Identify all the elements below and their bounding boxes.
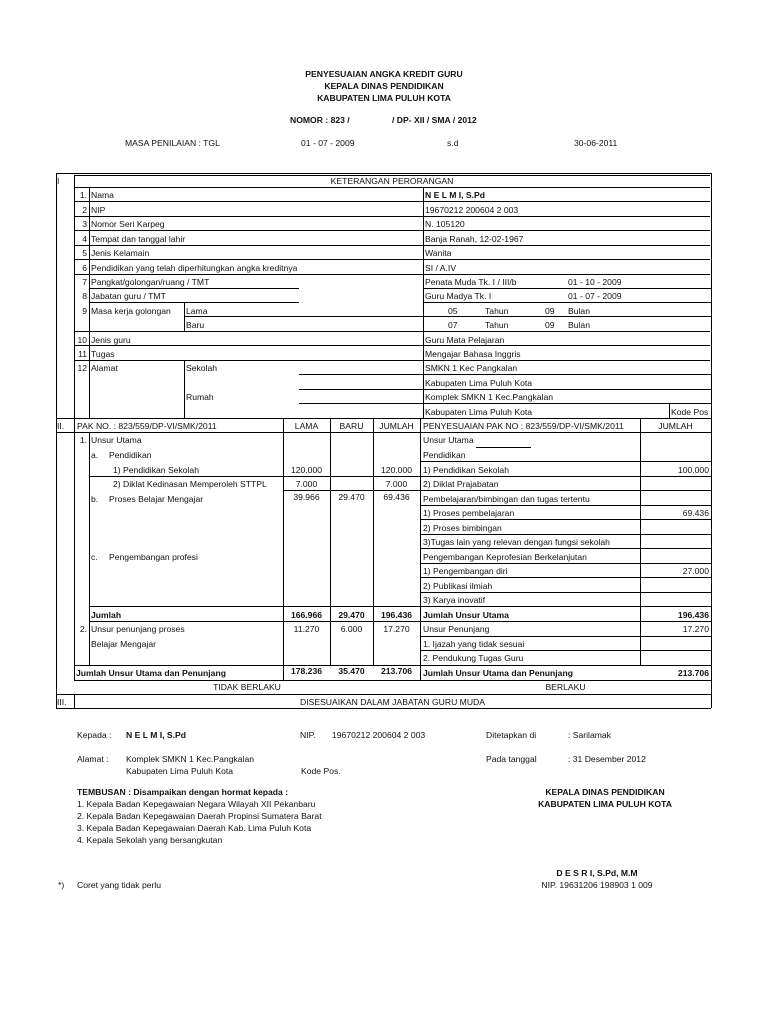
nip-value: 19670212 200604 2 003 <box>332 730 426 740</box>
bulan-label: Bulan <box>568 320 590 330</box>
doc-title-line1: PENYESUAIAN ANGKA KREDIT GURU <box>305 69 463 79</box>
kepala-line2: KABUPATEN LIMA PULUH KOTA <box>538 799 672 809</box>
row-value: N E L M I, S.Pd <box>425 190 486 200</box>
right-row: Jumlah Unsur Utama dan Penunjang <box>423 668 573 678</box>
jumlah-baru: 29.470 <box>338 610 365 620</box>
pak-label: PAK NO. : 823/559/DP-VI/SMK/2011 <box>77 421 217 431</box>
tembusan-item: 1. Kepala Badan Kepegawaian Negara Wilayah XII Pekanbaru <box>77 799 316 809</box>
right-row: 3) Karya inovatif <box>423 595 486 605</box>
masa-label: MASA PENILAIAN : TGL <box>125 138 220 148</box>
row-label: Jenis Kelamain <box>91 248 150 258</box>
row-label: Pangkat/golongan/ruang / TMT <box>91 277 210 287</box>
tugas-label: Tugas <box>91 349 115 359</box>
nip-label: NIP. <box>300 730 316 740</box>
item-letter: a. <box>91 450 99 460</box>
section1-title: KETERANGAN PERORANGAN <box>330 176 454 186</box>
right-row: 1) Pendidikan Sekolah <box>423 465 509 475</box>
nomor-label: NOMOR : 823 / <box>290 115 350 125</box>
section3-text: DISESUAIKAN DALAM JABATAN GURU MUDA <box>300 697 485 707</box>
pada-label: Pada tanggal <box>486 754 537 764</box>
row-no: 9 <box>82 306 87 316</box>
rumah-label: Rumah <box>186 392 214 402</box>
tembusan-item: 2. Kepala Badan Kepegawaian Daerah Propinsi Sumatera Barat <box>77 811 322 821</box>
right-row: Jumlah Unsur Utama <box>423 610 509 620</box>
section1-roman: I <box>57 176 60 186</box>
row-no: 6 <box>82 263 87 273</box>
tugas-value: Mengajar Bahasa Inggris <box>425 349 521 359</box>
right-row: 2) Diklat Prajabatan <box>423 479 499 489</box>
right-row-value: 69.436 <box>682 508 709 518</box>
row-label: NIP <box>91 205 106 215</box>
col-baru: BARU <box>339 421 364 431</box>
tembusan-item: 4. Kepala Sekolah yang bersangkutan <box>77 835 223 845</box>
row-label: Nama <box>91 190 114 200</box>
total-baru: 35.470 <box>338 666 365 676</box>
unsur-utama-label: Unsur Utama <box>91 435 142 445</box>
total-label: Jumlah Unsur Utama dan Penunjang <box>76 668 226 678</box>
tidak-berlaku: TIDAK BERLAKU <box>213 682 281 692</box>
col-lama: LAMA <box>294 421 319 431</box>
jumlah-lama: 166.966 <box>290 610 323 620</box>
item-no: 1. <box>79 435 87 445</box>
right-row-value: 27.000 <box>682 566 709 576</box>
penunjang-jumlah: 17.270 <box>383 624 410 634</box>
berlaku: BERLAKU <box>545 682 586 692</box>
row-value: Wanita <box>425 248 452 258</box>
row-no: 8 <box>82 291 87 301</box>
tembusan-title: TEMBUSAN : Disampaikan dengan hormat kepada : <box>77 787 289 797</box>
masa-to: 30-06-2011 <box>574 138 618 148</box>
alamat-label: Alamat <box>91 363 118 373</box>
row-date: 01 - 10 - 2009 <box>568 277 622 287</box>
row-label: Jabatan guru / TMT <box>91 291 166 301</box>
sekolah-label: Sekolah <box>186 363 218 373</box>
masa-sd: s.d <box>447 138 459 148</box>
row-value: Banja Ranah, 12-02-1967 <box>425 234 524 244</box>
penunjang-lama: 11.270 <box>293 624 320 634</box>
signer-nip: NIP. 19631206 198903 1 009 <box>541 880 653 890</box>
penunjang-line1: Unsur penunjang proses <box>91 624 185 634</box>
nomor-suffix: / DP- XII / SMA / 2012 <box>392 115 477 125</box>
proses-lama: 39.966 <box>293 492 320 502</box>
pend-sekolah-label: 1) Pendidikan Sekolah <box>113 465 199 475</box>
row-value: Guru Madya Tk. I <box>425 291 492 301</box>
row-no: 3 <box>82 219 87 229</box>
kode-pos: Kode Pos. <box>301 766 341 776</box>
right-row: 1) Proses pembelajaran <box>423 508 515 518</box>
right-row: Unsur Utama <box>423 435 474 445</box>
right-row: 2. Pendukung Tugas Guru <box>423 653 524 663</box>
row-value: SI / A.IV <box>425 263 457 273</box>
diklat-lama: 7.000 <box>295 479 318 489</box>
row-label: Nomor Seri Karpeg <box>91 219 165 229</box>
row-no: 12 <box>77 363 87 373</box>
right-row-value: 196.436 <box>677 610 709 620</box>
pengembangan-label: Pengembangan profesi <box>109 552 198 562</box>
pend-sekolah-jumlah: 120.000 <box>380 465 413 475</box>
diklat-label: 2) Diklat Kedinasan Memperoleh STTPL <box>113 479 267 489</box>
diklat-jumlah: 7.000 <box>385 479 408 489</box>
row-no: 1. <box>79 190 87 200</box>
row-no: 7 <box>82 277 87 287</box>
pada-value: : 31 Desember 2012 <box>568 754 646 764</box>
row-label: Pendidikan yang telah diperhitungkan angka kreditnya <box>91 263 298 273</box>
row-value: 19670212 200604 2 003 <box>425 205 519 215</box>
right-row: 1) Pengembangan diri <box>423 566 508 576</box>
col-jumlah-right: JUMLAH <box>658 421 693 431</box>
col-jumlah: JUMLAH <box>379 421 414 431</box>
right-row: Pengembangan Keprofesian Berkelanjutan <box>423 552 587 562</box>
tahun-label: Tahun <box>485 320 509 330</box>
masa-lama-months: 09 <box>545 306 555 316</box>
right-row-value: 17.270 <box>682 624 709 634</box>
row-value: N. 105120 <box>425 219 465 229</box>
ditetapkan-value: : Sarilamak <box>568 730 611 740</box>
kepada-name: N E L M I, S.Pd <box>126 730 187 740</box>
masa-lama-years: 05 <box>448 306 458 316</box>
masa-from: 01 - 07 - 2009 <box>301 138 355 148</box>
right-row: 1. Ijazah yang tidak sesuai <box>423 639 525 649</box>
row-no: 4 <box>82 234 87 244</box>
proses-label: Proses Belajar Mengajar <box>109 494 204 504</box>
note-text: Coret yang tidak perlu <box>77 880 162 890</box>
rumah-line2: Kabupaten Lima Puluh Kota <box>425 407 533 417</box>
sekolah-line1: SMKN 1 Kec Pangkalan <box>425 363 518 373</box>
proses-jumlah: 69.436 <box>383 492 410 502</box>
total-lama: 178.236 <box>290 666 323 676</box>
jenis-guru-label: Jenis guru <box>91 335 131 345</box>
pendidikan-label: Pendidikan <box>109 450 152 460</box>
row-value: Penata Muda Tk. I / III/b <box>425 277 517 287</box>
row-no: 2 <box>82 205 87 215</box>
alamat-label: Alamat : <box>77 754 109 764</box>
masa-lama-label: Lama <box>186 306 208 316</box>
right-row: 3)Tugas lain yang relevan dengan fungsi sekolah <box>423 537 610 547</box>
row-no: 5 <box>82 248 87 258</box>
penyesuaian-label: PENYESUAIAN PAK NO : 823/559/DP-VI/SMK/2011 <box>423 421 624 431</box>
jumlah-label: Jumlah <box>91 610 122 620</box>
pend-sekolah-lama: 120.000 <box>290 465 323 475</box>
masa-baru-years: 07 <box>448 320 458 330</box>
row-no: 11 <box>78 349 87 359</box>
masa-baru-months: 09 <box>545 320 555 330</box>
section3-roman: III. <box>57 697 67 707</box>
kepala-line1: KEPALA DINAS PENDIDIKAN <box>545 787 665 797</box>
right-row: Pembelajaran/bimbingan dan tugas tertentu <box>423 494 590 504</box>
doc-title-line2: KEPALA DINAS PENDIDIKAN <box>324 81 444 91</box>
row-date: 01 - 07 - 2009 <box>568 291 622 301</box>
proses-baru: 29.470 <box>338 492 365 502</box>
row-label: Tempat dan tanggal lahir <box>91 234 186 244</box>
doc-title-line3: KABUPATEN LIMA PULUH KOTA <box>317 93 451 103</box>
bulan-label: Bulan <box>568 306 590 316</box>
right-row: 2) Proses bimbingan <box>423 523 502 533</box>
right-row: Unsur Penunjang <box>423 624 490 634</box>
total-jumlah: 213.706 <box>380 666 413 676</box>
item-no: 2. <box>79 624 87 634</box>
right-row: Pendidikan <box>423 450 466 460</box>
ditetapkan-label: Ditetapkan di <box>486 730 537 740</box>
item-letter: c. <box>91 552 98 562</box>
jenis-guru-value: Guru Mata Pelajaran <box>425 335 505 345</box>
penunjang-line2: Belajar Mengajar <box>91 639 156 649</box>
masa-baru-label: Baru <box>186 320 205 330</box>
right-row: 2) Publikasi ilmiah <box>423 581 493 591</box>
row-no: 10 <box>77 335 87 345</box>
section2-roman: II. <box>57 421 65 431</box>
rumah-line1: Komplek SMKN 1 Kec.Pangkalan <box>425 392 554 402</box>
item-letter: b. <box>91 494 99 504</box>
right-row-value: 213.706 <box>677 668 709 678</box>
sekolah-line2: Kabupaten Lima Puluh Kota <box>425 378 533 388</box>
alamat-line2: Kabupaten Lima Puluh Kota <box>126 766 234 776</box>
masa-kerja-label: Masa kerja golongan <box>91 306 171 316</box>
kepada-label: Kepada : <box>77 730 112 740</box>
kode-pos-label: Kode Pos <box>671 407 709 417</box>
tembusan-item: 3. Kepala Badan Kepegawaian Daerah Kab. Lima Puluh Kota <box>77 823 312 833</box>
note-mark: *) <box>58 880 65 890</box>
tahun-label: Tahun <box>485 306 509 316</box>
alamat-line1: Komplek SMKN 1 Kec.Pangkalan <box>126 754 255 764</box>
signer-name: D E S R I, S.Pd, M.M <box>556 868 638 878</box>
penunjang-baru: 6.000 <box>340 624 363 634</box>
right-row-value: 100.000 <box>677 465 709 475</box>
jumlah-jumlah: 196.436 <box>380 610 413 620</box>
